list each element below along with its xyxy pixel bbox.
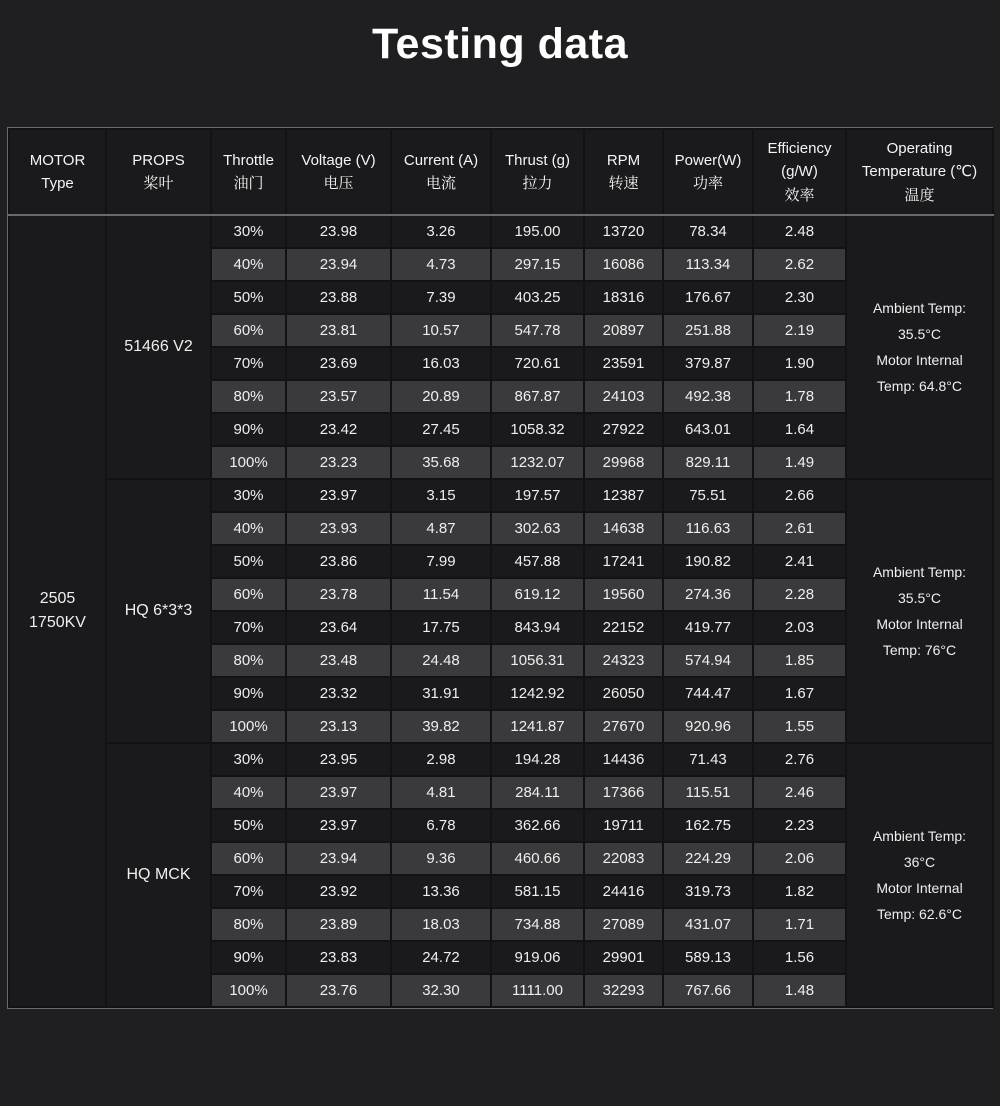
cell-efficiency: 1.56 xyxy=(753,941,846,974)
cell-voltage: 23.88 xyxy=(286,281,391,314)
cell-efficiency: 1.82 xyxy=(753,875,846,908)
motor-type-line: 1750KV xyxy=(29,614,86,631)
cell-rpm: 18316 xyxy=(584,281,663,314)
cell-rpm: 26050 xyxy=(584,677,663,710)
cell-thrust: 581.15 xyxy=(491,875,584,908)
cell-current: 16.03 xyxy=(391,347,491,380)
cell-throttle: 60% xyxy=(211,314,286,347)
header-line: 桨叶 xyxy=(143,175,174,192)
motor-type-line: 2505 xyxy=(39,590,76,607)
cell-current: 6.78 xyxy=(391,809,491,842)
cell-throttle: 30% xyxy=(211,215,286,248)
prop-cell: HQ MCK xyxy=(106,743,211,1007)
cell-current: 3.15 xyxy=(391,479,491,512)
cell-efficiency: 2.41 xyxy=(753,545,846,578)
temperature-line: 35.5°C xyxy=(898,326,941,342)
header-cell-7 xyxy=(663,129,753,215)
temperature-line: 35.5°C xyxy=(898,590,941,606)
cell-efficiency: 1.90 xyxy=(753,347,846,380)
cell-current: 27.45 xyxy=(391,413,491,446)
cell-efficiency: 1.49 xyxy=(753,446,846,479)
cell-efficiency: 2.28 xyxy=(753,578,846,611)
cell-thrust: 197.57 xyxy=(491,479,584,512)
cell-power: 643.01 xyxy=(663,413,753,446)
cell-power: 920.96 xyxy=(663,710,753,743)
title-bar xyxy=(0,0,1000,127)
cell-thrust: 734.88 xyxy=(491,908,584,941)
cell-rpm: 19560 xyxy=(584,578,663,611)
cell-voltage: 23.97 xyxy=(286,776,391,809)
cell-voltage: 23.95 xyxy=(286,743,391,776)
cell-rpm: 24416 xyxy=(584,875,663,908)
cell-current: 4.87 xyxy=(391,512,491,545)
table-container xyxy=(7,127,993,1009)
page-title: Testing data xyxy=(371,20,629,68)
cell-throttle: 80% xyxy=(211,380,286,413)
header-cell-3 xyxy=(286,129,391,215)
cell-power: 190.82 xyxy=(663,545,753,578)
cell-voltage: 23.69 xyxy=(286,347,391,380)
table-row xyxy=(9,479,993,512)
cell-throttle: 100% xyxy=(211,446,286,479)
cell-throttle: 40% xyxy=(211,512,286,545)
cell-voltage: 23.23 xyxy=(286,446,391,479)
temperature-line: Motor Internal xyxy=(876,352,963,368)
cell-rpm: 29968 xyxy=(584,446,663,479)
cell-throttle: 30% xyxy=(211,743,286,776)
header-line: Thrust (g) xyxy=(504,151,570,169)
header-line: 油门 xyxy=(233,175,264,192)
cell-rpm: 14436 xyxy=(584,743,663,776)
cell-power: 115.51 xyxy=(663,776,753,809)
cell-thrust: 302.63 xyxy=(491,512,584,545)
cell-voltage: 23.89 xyxy=(286,908,391,941)
header-line: Efficiency xyxy=(767,140,832,158)
cell-voltage: 23.98 xyxy=(286,215,391,248)
temperature-line: Motor Internal xyxy=(876,880,963,896)
header-line: Power(W) xyxy=(674,151,742,169)
cell-throttle: 90% xyxy=(211,413,286,446)
header-cell-4 xyxy=(391,129,491,215)
cell-current: 17.75 xyxy=(391,611,491,644)
operating-temperature-cell xyxy=(846,743,993,1007)
cell-thrust: 1241.87 xyxy=(491,710,584,743)
cell-voltage: 23.94 xyxy=(286,248,391,281)
temperature-line: Temp: 64.8°C xyxy=(877,378,962,394)
table-row xyxy=(9,743,993,776)
prop-cell: HQ 6*3*3 xyxy=(106,479,211,743)
cell-thrust: 362.66 xyxy=(491,809,584,842)
cell-efficiency: 2.03 xyxy=(753,611,846,644)
cell-current: 24.48 xyxy=(391,644,491,677)
cell-efficiency: 2.23 xyxy=(753,809,846,842)
cell-rpm: 13720 xyxy=(584,215,663,248)
cell-power: 744.47 xyxy=(663,677,753,710)
cell-rpm: 27089 xyxy=(584,908,663,941)
temperature-line: Ambient Temp: xyxy=(872,564,967,580)
cell-voltage: 23.94 xyxy=(286,842,391,875)
temperature-line: Ambient Temp: xyxy=(872,828,967,844)
cell-thrust: 1242.92 xyxy=(491,677,584,710)
cell-voltage: 23.97 xyxy=(286,809,391,842)
cell-efficiency: 1.64 xyxy=(753,413,846,446)
cell-efficiency: 1.85 xyxy=(753,644,846,677)
cell-throttle: 100% xyxy=(211,710,286,743)
cell-throttle: 30% xyxy=(211,479,286,512)
cell-voltage: 23.81 xyxy=(286,314,391,347)
cell-thrust: 720.61 xyxy=(491,347,584,380)
cell-rpm: 22083 xyxy=(584,842,663,875)
cell-current: 24.72 xyxy=(391,941,491,974)
cell-efficiency: 2.61 xyxy=(753,512,846,545)
cell-efficiency: 2.76 xyxy=(753,743,846,776)
header-cell-9 xyxy=(846,129,993,215)
cell-thrust: 460.66 xyxy=(491,842,584,875)
cell-efficiency: 1.71 xyxy=(753,908,846,941)
cell-efficiency: 1.55 xyxy=(753,710,846,743)
header-line: (g/W) xyxy=(781,163,818,181)
header-cell-5 xyxy=(491,129,584,215)
cell-thrust: 867.87 xyxy=(491,380,584,413)
cell-throttle: 40% xyxy=(211,776,286,809)
table-body xyxy=(9,215,993,1007)
cell-current: 32.30 xyxy=(391,974,491,1007)
cell-voltage: 23.83 xyxy=(286,941,391,974)
cell-current: 39.82 xyxy=(391,710,491,743)
cell-thrust: 194.28 xyxy=(491,743,584,776)
cell-current: 31.91 xyxy=(391,677,491,710)
cell-power: 176.67 xyxy=(663,281,753,314)
header-cell-0 xyxy=(9,129,106,215)
cell-efficiency: 1.67 xyxy=(753,677,846,710)
header-line: Current (A) xyxy=(403,151,479,169)
cell-throttle: 100% xyxy=(211,974,286,1007)
cell-current: 2.98 xyxy=(391,743,491,776)
cell-throttle: 40% xyxy=(211,248,286,281)
cell-efficiency: 2.30 xyxy=(753,281,846,314)
header-line: 转速 xyxy=(608,175,639,192)
cell-current: 35.68 xyxy=(391,446,491,479)
cell-power: 419.77 xyxy=(663,611,753,644)
cell-thrust: 195.00 xyxy=(491,215,584,248)
cell-power: 116.63 xyxy=(663,512,753,545)
cell-voltage: 23.76 xyxy=(286,974,391,1007)
cell-power: 767.66 xyxy=(663,974,753,1007)
cell-current: 4.81 xyxy=(391,776,491,809)
cell-efficiency: 2.46 xyxy=(753,776,846,809)
header-line: 拉力 xyxy=(522,175,553,192)
cell-power: 829.11 xyxy=(663,446,753,479)
cell-rpm: 22152 xyxy=(584,611,663,644)
cell-voltage: 23.86 xyxy=(286,545,391,578)
cell-thrust: 619.12 xyxy=(491,578,584,611)
header-line: 效率 xyxy=(784,186,815,204)
cell-power: 162.75 xyxy=(663,809,753,842)
prop-cell: 51466 V2 xyxy=(106,215,211,479)
cell-current: 7.99 xyxy=(391,545,491,578)
cell-throttle: 60% xyxy=(211,842,286,875)
cell-voltage: 23.32 xyxy=(286,677,391,710)
header-row xyxy=(9,129,993,215)
cell-rpm: 32293 xyxy=(584,974,663,1007)
cell-throttle: 70% xyxy=(211,347,286,380)
header-line: MOTOR xyxy=(29,151,86,169)
cell-thrust: 1111.00 xyxy=(491,974,584,1007)
cell-power: 379.87 xyxy=(663,347,753,380)
cell-throttle: 50% xyxy=(211,809,286,842)
header-line: Operating xyxy=(886,140,953,158)
cell-thrust: 547.78 xyxy=(491,314,584,347)
header-line: PROPS xyxy=(132,151,185,169)
cell-thrust: 457.88 xyxy=(491,545,584,578)
cell-rpm: 19711 xyxy=(584,809,663,842)
cell-thrust: 1058.32 xyxy=(491,413,584,446)
cell-voltage: 23.57 xyxy=(286,380,391,413)
cell-throttle: 50% xyxy=(211,545,286,578)
cell-thrust: 297.15 xyxy=(491,248,584,281)
cell-throttle: 80% xyxy=(211,644,286,677)
cell-efficiency: 1.78 xyxy=(753,380,846,413)
cell-current: 9.36 xyxy=(391,842,491,875)
cell-power: 71.43 xyxy=(663,743,753,776)
cell-current: 7.39 xyxy=(391,281,491,314)
testing-data-table xyxy=(8,128,994,1008)
temperature-line: Temp: 62.6°C xyxy=(877,906,962,922)
header-line: Type xyxy=(41,175,74,192)
cell-throttle: 70% xyxy=(211,611,286,644)
cell-rpm: 20897 xyxy=(584,314,663,347)
cell-voltage: 23.92 xyxy=(286,875,391,908)
cell-current: 11.54 xyxy=(391,578,491,611)
cell-voltage: 23.93 xyxy=(286,512,391,545)
cell-efficiency: 1.48 xyxy=(753,974,846,1007)
header-line: 功率 xyxy=(692,175,723,192)
header-line: Throttle xyxy=(223,151,274,169)
cell-rpm: 24323 xyxy=(584,644,663,677)
cell-throttle: 90% xyxy=(211,941,286,974)
cell-rpm: 17366 xyxy=(584,776,663,809)
temperature-line: Motor Internal xyxy=(876,616,963,632)
cell-power: 319.73 xyxy=(663,875,753,908)
table-header xyxy=(9,129,993,215)
header-line: 电压 xyxy=(323,175,354,192)
cell-voltage: 23.48 xyxy=(286,644,391,677)
cell-thrust: 919.06 xyxy=(491,941,584,974)
header-cell-6 xyxy=(584,129,663,215)
cell-power: 589.13 xyxy=(663,941,753,974)
cell-throttle: 90% xyxy=(211,677,286,710)
cell-rpm: 24103 xyxy=(584,380,663,413)
cell-current: 20.89 xyxy=(391,380,491,413)
cell-current: 3.26 xyxy=(391,215,491,248)
cell-efficiency: 2.48 xyxy=(753,215,846,248)
table-row xyxy=(9,215,993,248)
cell-rpm: 16086 xyxy=(584,248,663,281)
cell-throttle: 60% xyxy=(211,578,286,611)
cell-power: 492.38 xyxy=(663,380,753,413)
cell-current: 4.73 xyxy=(391,248,491,281)
cell-thrust: 843.94 xyxy=(491,611,584,644)
temperature-line: Temp: 76°C xyxy=(882,642,957,658)
cell-rpm: 12387 xyxy=(584,479,663,512)
cell-voltage: 23.97 xyxy=(286,479,391,512)
operating-temperature-cell xyxy=(846,215,993,479)
header-cell-2 xyxy=(211,129,286,215)
cell-throttle: 50% xyxy=(211,281,286,314)
cell-power: 574.94 xyxy=(663,644,753,677)
operating-temperature-cell xyxy=(846,479,993,743)
cell-throttle: 80% xyxy=(211,908,286,941)
cell-efficiency: 2.66 xyxy=(753,479,846,512)
cell-rpm: 23591 xyxy=(584,347,663,380)
cell-thrust: 1232.07 xyxy=(491,446,584,479)
cell-throttle: 70% xyxy=(211,875,286,908)
cell-rpm: 17241 xyxy=(584,545,663,578)
cell-voltage: 23.42 xyxy=(286,413,391,446)
cell-power: 113.34 xyxy=(663,248,753,281)
cell-power: 251.88 xyxy=(663,314,753,347)
motor-type-cell xyxy=(9,215,106,1007)
cell-thrust: 284.11 xyxy=(491,776,584,809)
cell-power: 75.51 xyxy=(663,479,753,512)
cell-rpm: 29901 xyxy=(584,941,663,974)
header-cell-8 xyxy=(753,129,846,215)
cell-rpm: 27922 xyxy=(584,413,663,446)
cell-efficiency: 2.62 xyxy=(753,248,846,281)
header-cell-1 xyxy=(106,129,211,215)
cell-power: 78.34 xyxy=(663,215,753,248)
cell-current: 10.57 xyxy=(391,314,491,347)
cell-current: 18.03 xyxy=(391,908,491,941)
cell-voltage: 23.13 xyxy=(286,710,391,743)
cell-power: 224.29 xyxy=(663,842,753,875)
cell-rpm: 14638 xyxy=(584,512,663,545)
cell-voltage: 23.78 xyxy=(286,578,391,611)
cell-current: 13.36 xyxy=(391,875,491,908)
cell-efficiency: 2.19 xyxy=(753,314,846,347)
cell-voltage: 23.64 xyxy=(286,611,391,644)
cell-thrust: 1056.31 xyxy=(491,644,584,677)
header-line: Voltage (V) xyxy=(301,151,376,169)
temperature-line: Ambient Temp: xyxy=(872,300,967,316)
header-line: 电流 xyxy=(425,175,456,192)
temperature-line: 36°C xyxy=(903,854,936,870)
cell-efficiency: 2.06 xyxy=(753,842,846,875)
cell-power: 274.36 xyxy=(663,578,753,611)
cell-power: 431.07 xyxy=(663,908,753,941)
header-line: 温度 xyxy=(904,186,935,204)
header-line: Temperature (℃) xyxy=(861,163,978,181)
header-line: RPM xyxy=(606,151,641,169)
cell-thrust: 403.25 xyxy=(491,281,584,314)
cell-rpm: 27670 xyxy=(584,710,663,743)
